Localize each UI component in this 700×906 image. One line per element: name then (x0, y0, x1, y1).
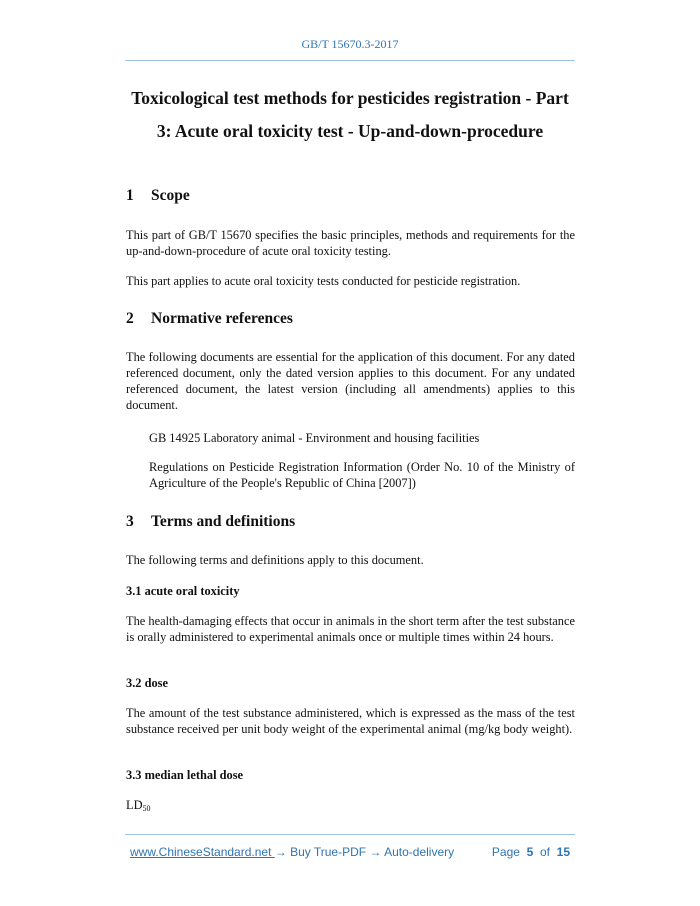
section-title: Normative references (151, 310, 293, 327)
term-heading: 3.3 median lethal dose (126, 768, 244, 782)
term-definition: The health-damaging effects that occur in animals in the short term after the test substance is orally administered to experimental animals once or multiple times within 24 hours. (126, 614, 575, 644)
term-symbol (126, 797, 575, 817)
reference-item: Regulations on Pesticide Registration Information (Order No. 10 of the Ministry of Agriculture of the People's Republic of China [2007]) (149, 460, 575, 490)
term-heading: 3.2 dose (126, 676, 168, 690)
document-title (110, 82, 590, 148)
paragraph: This part of GB/T 15670 specifies the basic principles, methods and requirements for the up-and-down-procedure of acute oral toxicity testing. (126, 228, 575, 258)
reference-item: GB 14925 Laboratory animal - Environment and housing facilities (149, 431, 480, 445)
header-standard-code: GB/T 15670.3-2017 (301, 37, 399, 51)
page-total: 15 (556, 845, 570, 859)
title-line-2: 3: Acute oral toxicity test - Up-and-down-procedure (156, 121, 544, 141)
page-number: 5 (526, 845, 534, 859)
paragraph: This part applies to acute oral toxicity tests conducted for pesticide registration. (126, 274, 521, 288)
website-link[interactable]: www.ChineseStandard.net (130, 845, 275, 859)
section-number: 3 (126, 513, 134, 530)
paragraph: The following terms and definitions apply to this document. (126, 553, 424, 567)
term-heading: 3.1 acute oral toxicity (126, 584, 240, 598)
page-indicator (492, 845, 570, 859)
section-heading-scope (126, 187, 190, 205)
title-line-1: Toxicological test methods for pesticides registration - Part (131, 88, 569, 108)
section-number: 2 (126, 310, 134, 327)
footer-divider (125, 834, 575, 835)
section-title: Scope (151, 187, 190, 204)
symbol: LD (126, 798, 143, 812)
footer (130, 845, 570, 859)
of-label: of (539, 845, 550, 859)
header-divider (125, 60, 575, 61)
section-heading-terms (126, 513, 295, 531)
term-definition: The amount of the test substance administered, which is expressed as the mass of the test substance received per unit body weight of the experimental animal (mg/kg body weight). (126, 706, 575, 736)
section-heading-normative-references (126, 310, 293, 328)
page-label: Page (491, 845, 520, 859)
paragraph: The following documents are essential for the application of this document. For any dated referenced document, only the dated version applies to this document. For any undated referenced document, the latest version (including all amendments) applies to this document. (126, 350, 575, 412)
section-number: 1 (126, 187, 134, 204)
footer-text: → Buy True-PDF → Auto-delivery (274, 845, 455, 859)
symbol-subscript: 50 (142, 804, 151, 813)
section-title: Terms and definitions (151, 513, 296, 530)
